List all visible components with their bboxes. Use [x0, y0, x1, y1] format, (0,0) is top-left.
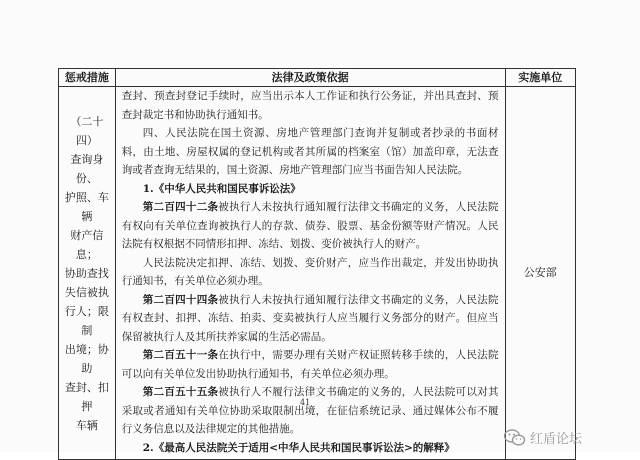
article-244: [122, 291, 499, 347]
measure-line: 协助查找: [64, 266, 109, 280]
paragraph: 查封、预查封登记手续时，应当出示本人工作证和执行公务证，并出具查封、预查封裁定书和协助执行通知书。: [121, 90, 499, 121]
header-measure: 惩戒措施: [59, 69, 116, 87]
article-heading: 第二百五十一条: [142, 349, 219, 361]
article-255: [122, 383, 499, 439]
law-table: [58, 68, 576, 460]
article-heading: 第二百五十五条: [142, 386, 219, 398]
wechat-logo-icon: [504, 429, 526, 447]
measure-line: 护照、车辆: [64, 190, 109, 223]
article-text: 在执行中，需要办理有关财产权证照转移手续的，人民法院可以向有关单位发出协助执行通知书，有关单位必须办理。: [121, 349, 499, 380]
table-header-row: [59, 69, 576, 87]
article-text: 被执行人未按执行通知履行法律文书确定的义务，人民法院有权向有关单位查询被执行人的存款、债券、股票、基金份额等财产情况。人民法院有权根据不同情形扣押、冻结、划拨、变价被执行人的财产。: [121, 201, 499, 250]
article-251: [122, 346, 499, 383]
table-row: [59, 87, 576, 460]
measure-line: 出境；协助: [64, 342, 109, 375]
measure-line: 财产信息；: [70, 228, 104, 261]
watermark-text: 红盾论坛: [530, 432, 583, 447]
article-text: 被执行人不履行法律文书确定的义务的，人民法院可以对其采取或者通知有关单位协助采取限制出境，在征信系统记录、通过媒体公布不履行义务信息以及法律规定的其他措施。: [121, 386, 499, 435]
article-text: 被执行人未按执行通知履行法律文书确定的义务，人民法院有权查封、扣押、冻结、拍卖、变卖被执行人应当履行义务部分的财产。但应当保留被执行人及其所扶养家属的生活必需品。: [121, 293, 499, 343]
measure-cell: [59, 87, 116, 460]
paragraph: 人民法院决定扣押、冻结、划拨、变价财产，应当作出裁定，并发出协助执行通知书，有关单位必须办理。: [121, 256, 499, 287]
measure-line: 查询身份、: [70, 152, 104, 185]
law-title: 1.《中华人民共和国民事诉讼法》: [142, 182, 301, 195]
header-legal-basis: 法律及政策依据: [115, 69, 505, 87]
header-implementing-unit: 实施单位: [505, 69, 575, 87]
law-title: 2.《最高人民法院关于适用<中华人民共和国民事诉讼法>的解释》: [142, 441, 455, 454]
measure-line: 失信被执: [64, 285, 109, 299]
unit-cell: 公安部: [505, 87, 575, 460]
measure-line: 行人；限制: [64, 304, 109, 337]
article-heading: 第二百四十四条: [142, 293, 219, 306]
article-heading: 第二百四十二条: [142, 201, 219, 213]
measure-line: （二十四）: [70, 114, 104, 147]
watermark: [504, 428, 582, 447]
paragraph: 四、人民法院在国土资源、房地产管理部门查询并复制或者抄录的书面材料，由土地、房屋权属的登记机构或者其所属的档案室（馆）加盖印章，无法查询或者查询无结果的，国土资源、房地产管理部门应当书面告知人民法院。: [121, 127, 499, 176]
measure-line: 车辆: [75, 418, 98, 432]
page-number: 41: [300, 398, 311, 407]
measure-line: 查封、扣押: [64, 380, 109, 413]
article-242: [122, 198, 499, 254]
